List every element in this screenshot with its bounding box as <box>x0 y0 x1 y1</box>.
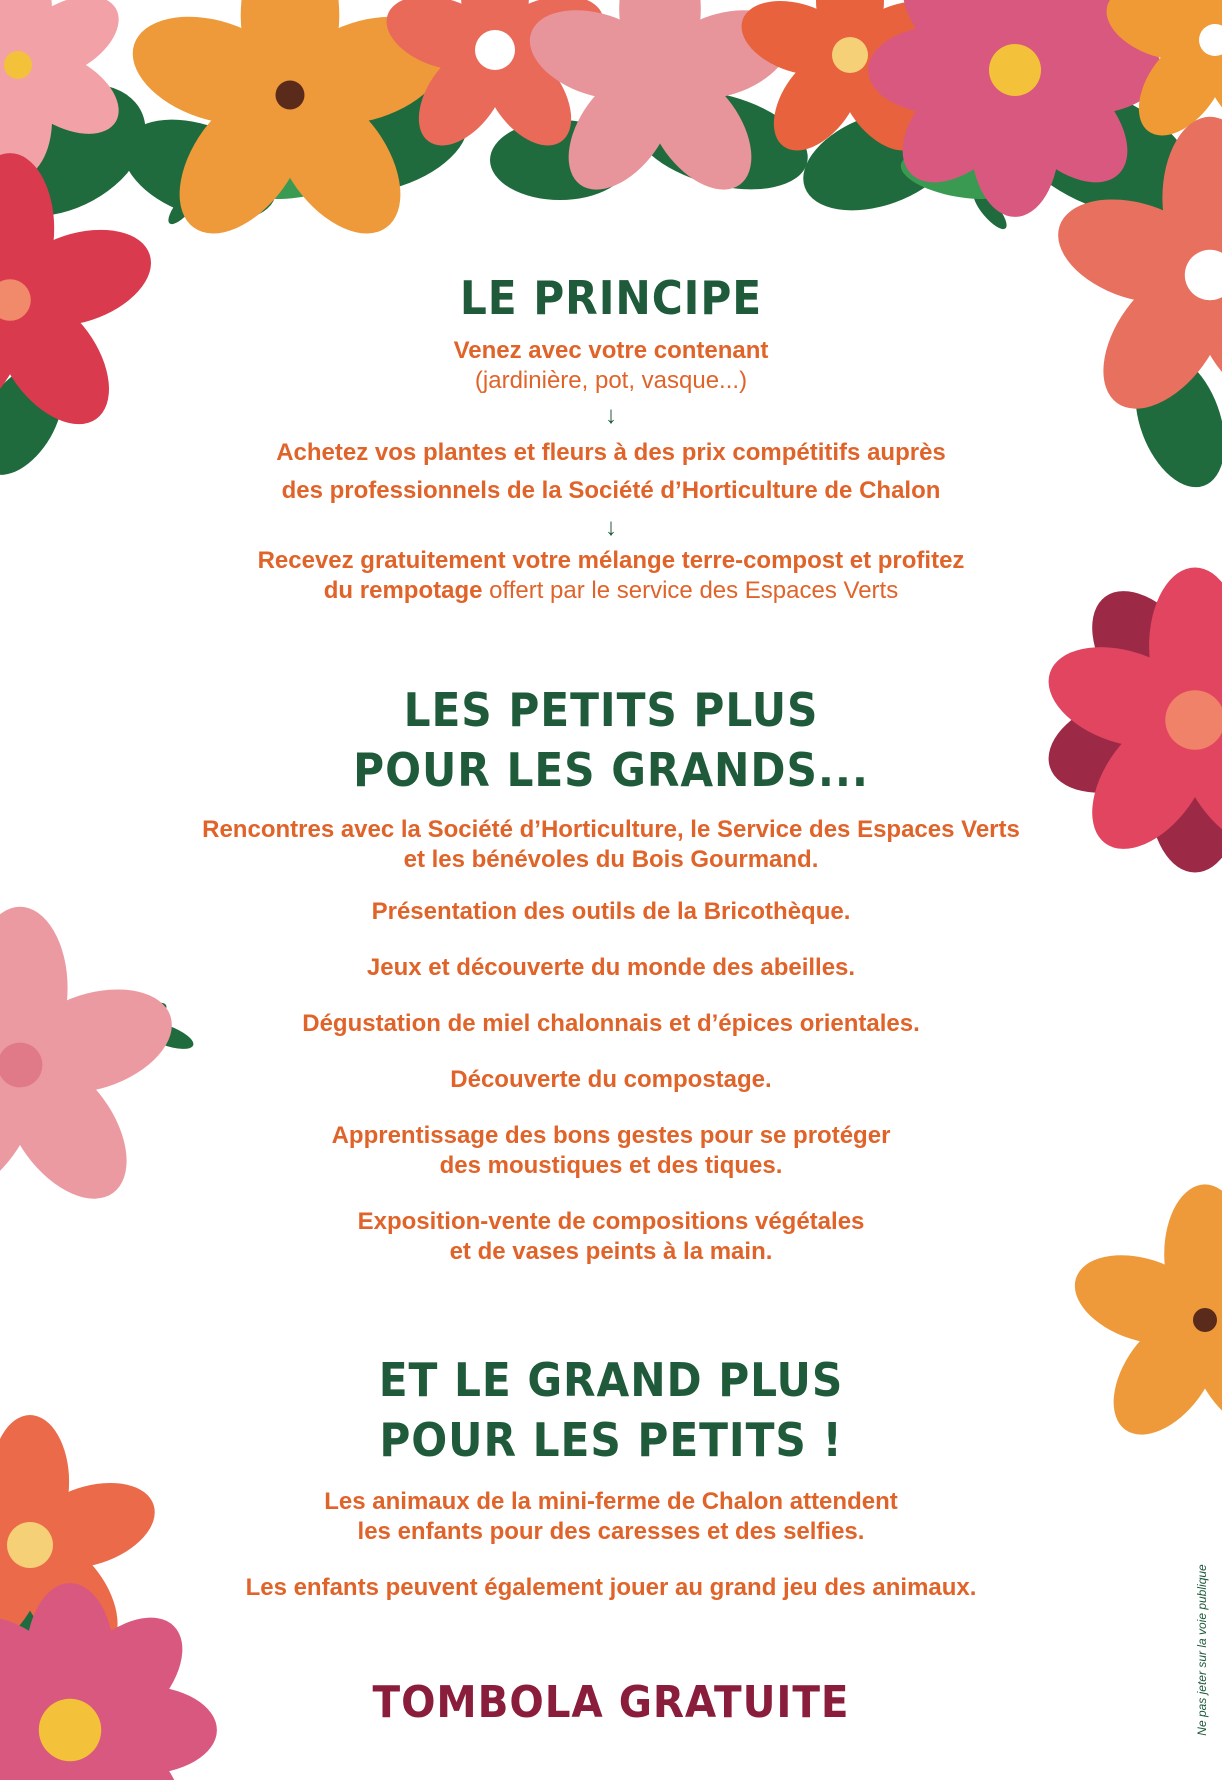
grand-plus-title <box>49 1350 1173 1470</box>
list-item-line: Dégustation de miel chalonnais et d’épices orientales. <box>302 1010 920 1037</box>
list-item <box>0 897 1222 927</box>
grand-plus-title-line2: POUR LES PETITS ! <box>379 1413 843 1467</box>
list-item-line: Présentation des outils de la Bricothèque. <box>371 898 851 925</box>
list-item-line: et de vases peints à la main. <box>449 1238 773 1265</box>
list-item-line: Les enfants peuvent également jouer au grand jeu des animaux. <box>245 1574 977 1601</box>
step3-light: offert par le service des Espaces Verts <box>482 577 899 604</box>
petits-plus-list <box>0 815 1222 1267</box>
list-item <box>0 1121 1222 1181</box>
step1-text: Venez avec votre contenant <box>453 337 769 364</box>
list-item <box>0 1207 1222 1267</box>
grand-plus-title-line1: ET LE GRAND PLUS <box>378 1353 844 1407</box>
grand-plus-list <box>0 1487 1222 1603</box>
list-item <box>0 953 1222 983</box>
petits-plus-title <box>49 680 1173 800</box>
list-item-line: Exposition-vente de compositions végétales <box>357 1208 865 1235</box>
step1-detail: (jardinière, pot, vasque...) <box>474 367 748 394</box>
step2-line1: Achetez vos plantes et fleurs à des prix compétitifs auprès <box>276 439 946 466</box>
list-item <box>0 815 1222 875</box>
step3-line2 <box>0 576 1222 606</box>
step3-bold: du rempotage <box>323 577 483 604</box>
step3-line1: Recevez gratuitement votre mélange terre-compost et profitez <box>257 547 965 574</box>
list-item <box>0 1573 1222 1603</box>
arrow-down-icon: ↓ <box>605 514 617 541</box>
list-item-line: Les animaux de la mini-ferme de Chalon attendent <box>324 1488 898 1515</box>
list-item-line: Découverte du compostage. <box>450 1066 772 1093</box>
petits-plus-title-line2: POUR LES GRANDS... <box>353 743 869 797</box>
list-item-line: des moustiques et des tiques. <box>439 1152 783 1179</box>
step2-line2: des professionnels de la Société d’Horticulture de Chalon <box>281 477 941 504</box>
side-note-text: Ne pas jeter sur la voie publique <box>1195 1564 1209 1736</box>
principe-steps <box>0 336 1222 606</box>
list-item-line: Rencontres avec la Société d’Horticulture, le Service des Espaces Verts <box>202 816 1020 843</box>
list-item-line: Apprentissage des bons gestes pour se protéger <box>331 1122 891 1149</box>
side-note <box>1192 1545 1212 1755</box>
list-item-line: Jeux et découverte du monde des abeilles. <box>366 954 856 981</box>
list-item <box>0 1487 1222 1547</box>
petits-plus-title-line1: LES PETITS PLUS <box>403 683 819 737</box>
arrow-down-icon: ↓ <box>605 402 617 429</box>
list-item <box>0 1009 1222 1039</box>
tombola-title: TOMBOLA GRATUITE <box>372 1677 850 1728</box>
principe-title: LE PRINCIPE <box>459 271 763 325</box>
list-item-line: les enfants pour des caresses et des selfies. <box>357 1518 865 1545</box>
list-item-line: et les bénévoles du Bois Gourmand. <box>403 846 819 873</box>
list-item <box>0 1065 1222 1095</box>
